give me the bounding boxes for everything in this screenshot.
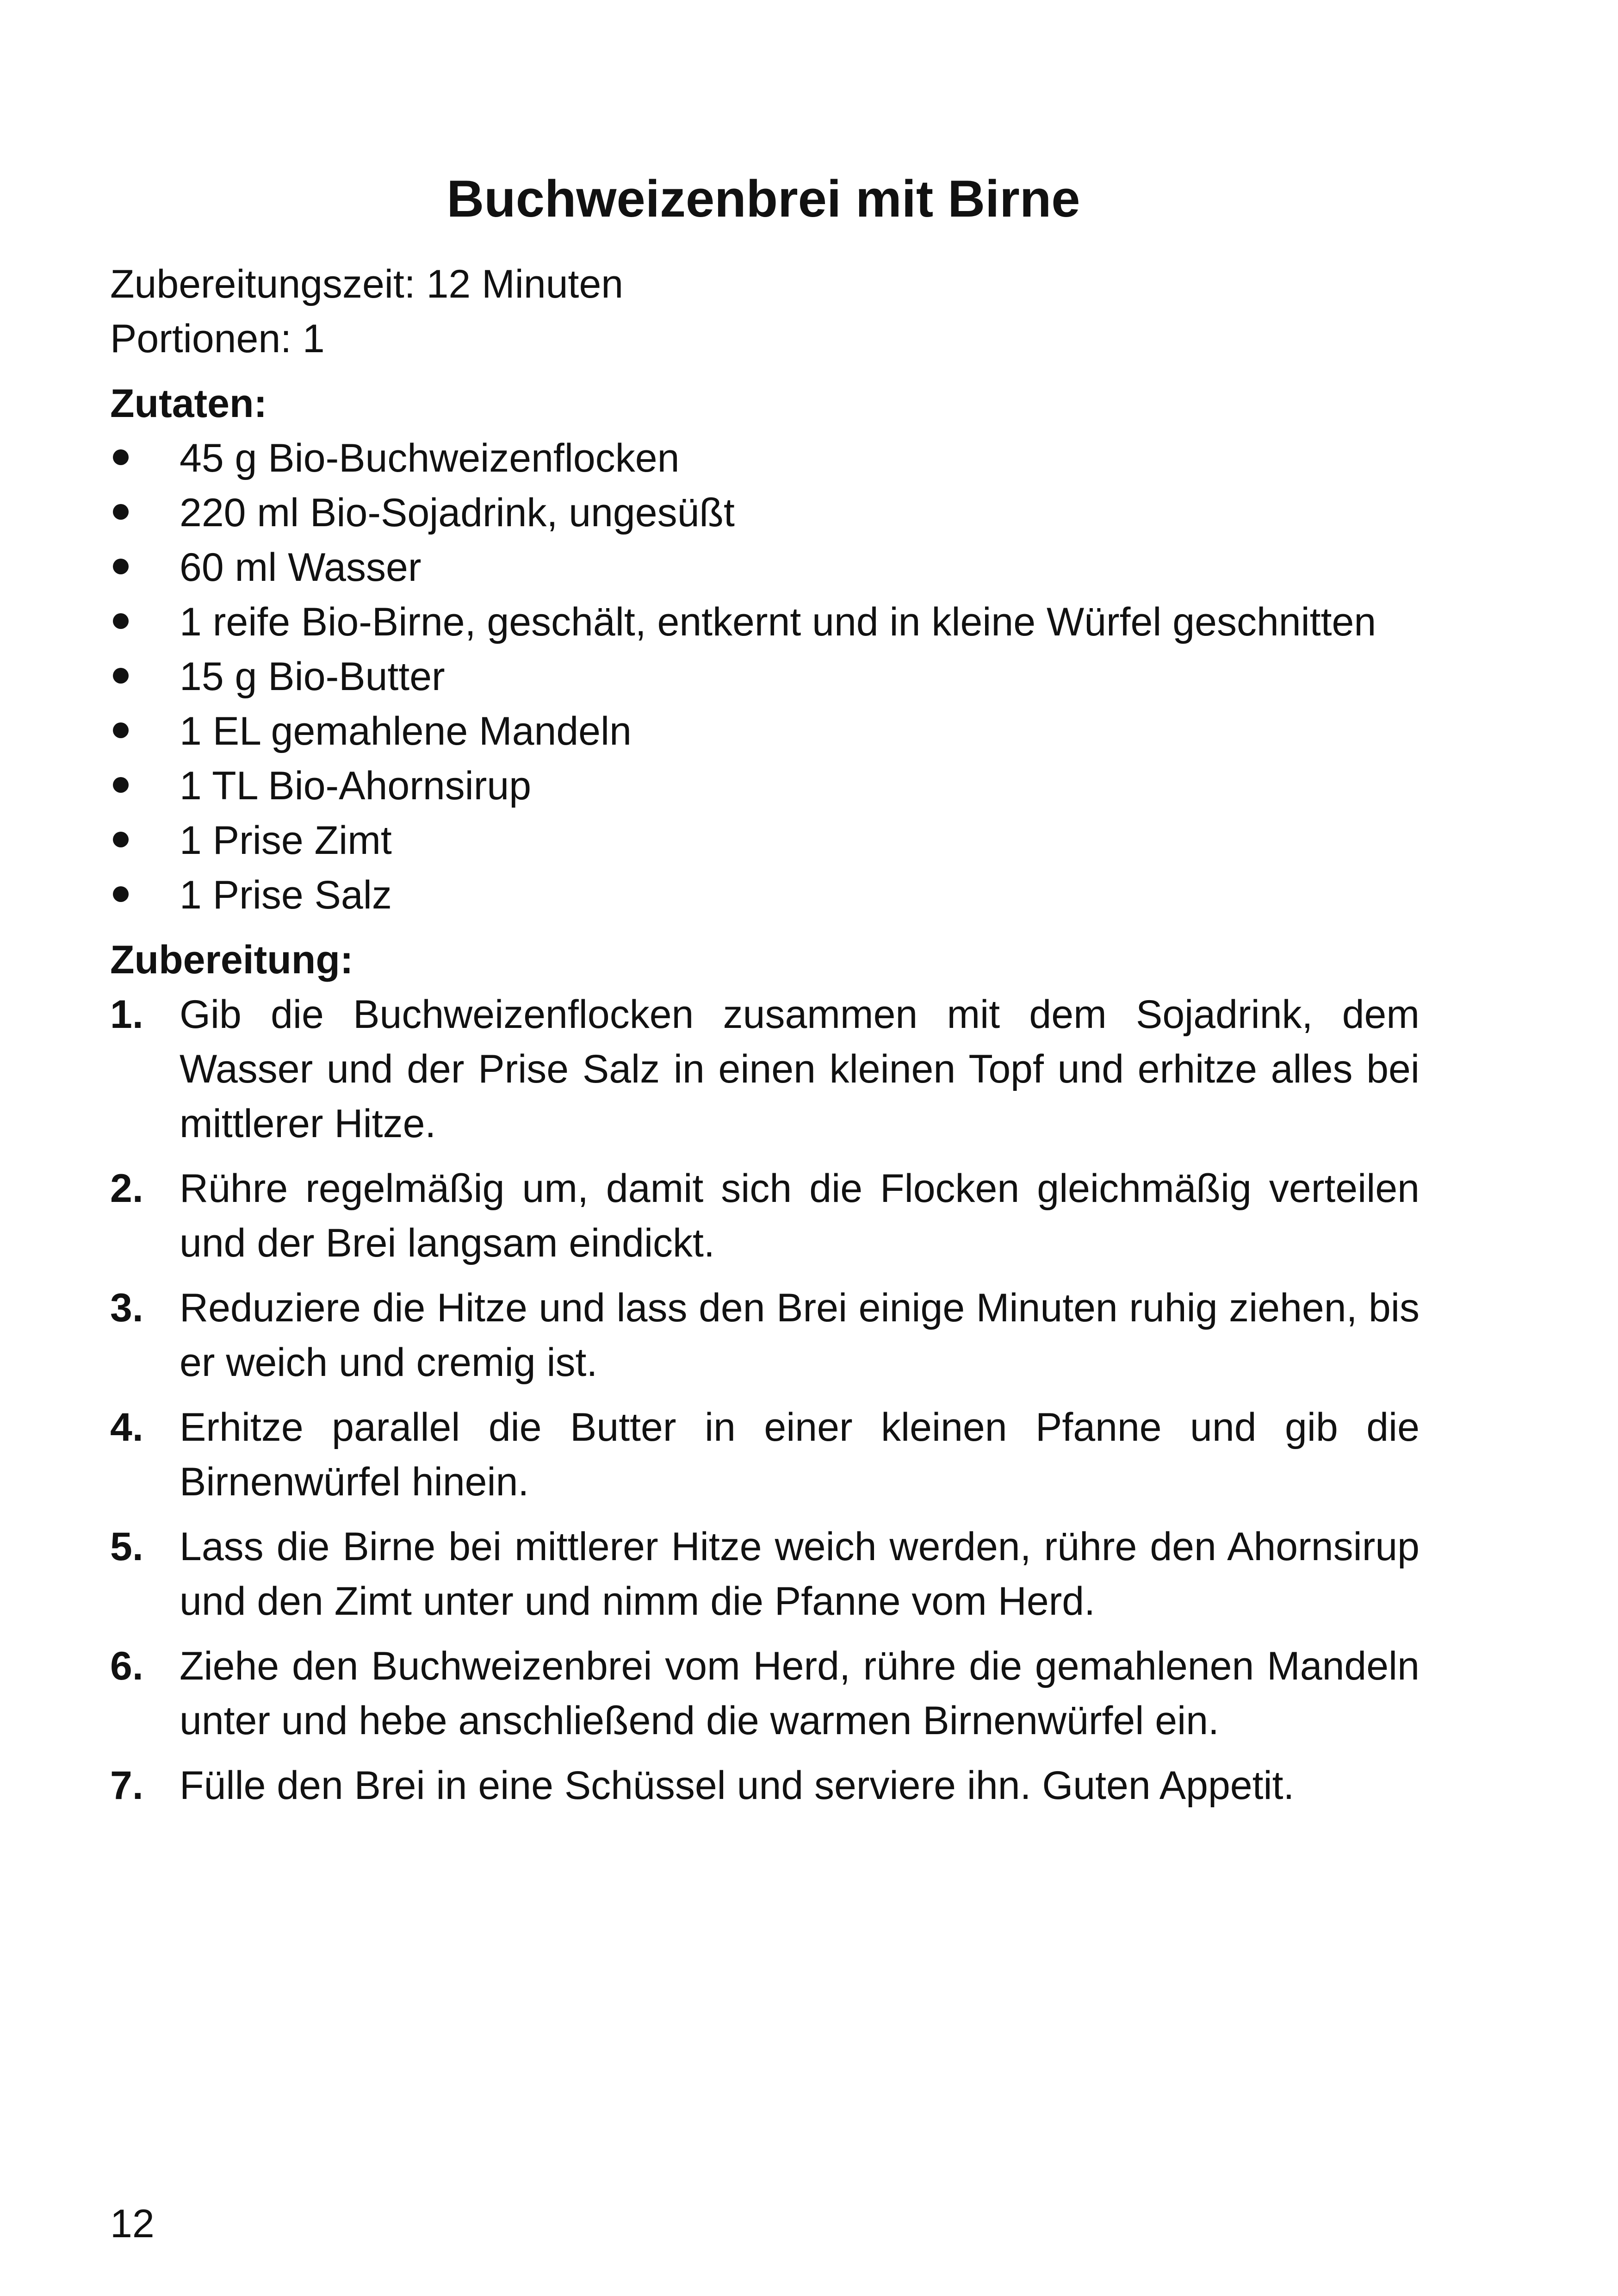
ingredient-item <box>110 704 1420 759</box>
steps-list <box>110 987 1420 1813</box>
step-number: 6. <box>110 1644 143 1688</box>
portions: Portionen: 1 <box>110 317 325 361</box>
step-number: 7. <box>110 1763 143 1808</box>
ingredient-item <box>110 595 1420 649</box>
step-item <box>110 1758 1420 1813</box>
step-number: 5. <box>110 1524 143 1569</box>
step-number: 4. <box>110 1405 143 1450</box>
ingredient-text: 220 ml Bio-Sojadrink, ungesüßt <box>180 491 735 535</box>
recipe-content <box>110 257 1420 1823</box>
ingredient-text: 1 TL Bio-Ahornsirup <box>180 764 532 808</box>
steps-heading: Zubereitung: <box>110 938 353 982</box>
ingredients-heading: Zutaten: <box>110 381 267 426</box>
bullet-icon <box>113 613 129 629</box>
recipe-title: Buchweizenbrei mit Birne <box>446 170 1080 228</box>
bullet-icon <box>113 832 129 847</box>
page-number: 12 <box>110 2202 155 2246</box>
ingredient-item <box>110 868 1420 922</box>
ingredient-text: 1 Prise Salz <box>180 873 392 917</box>
ingredient-item <box>110 485 1420 540</box>
step-item <box>110 1639 1420 1748</box>
step-text: Fülle den Brei in eine Schüssel und serviere ihn. Guten Appetit. <box>180 1763 1295 1808</box>
step-item <box>110 1400 1420 1509</box>
ingredient-text: 45 g Bio-Buchweizenflocken <box>180 436 680 480</box>
step-item <box>110 1281 1420 1390</box>
ingredient-item <box>110 649 1420 704</box>
prep-time: Zubereitungszeit: 12 Minuten <box>110 262 624 306</box>
ingredient-item <box>110 540 1420 595</box>
step-number: 2. <box>110 1166 143 1211</box>
bullet-icon <box>113 449 129 465</box>
bullet-icon <box>113 504 129 520</box>
ingredient-text: 15 g Bio-Butter <box>180 654 445 699</box>
step-text: Gib die Buchweizenflocken zusammen mit dem Sojadrink, dem Wasser und der Prise Salz in einen kleinen Topf und erhitze alles bei mittlerer Hitze. <box>180 992 1420 1146</box>
ingredients-list <box>110 431 1420 922</box>
ingredient-item <box>110 431 1420 485</box>
step-item <box>110 987 1420 1151</box>
step-number: 3. <box>110 1286 143 1330</box>
ingredient-text: 1 reife Bio-Birne, geschält, entkernt und in kleine Würfel geschnitten <box>180 600 1376 644</box>
ingredient-text: 60 ml Wasser <box>180 545 422 590</box>
step-item <box>110 1519 1420 1629</box>
step-text: Lass die Birne bei mittlerer Hitze weich werden, rühre den Ahornsirup und den Zimt unter und nimm die Pfanne vom Herd. <box>180 1524 1420 1624</box>
bullet-icon <box>113 886 129 902</box>
step-text: Rühre regelmäßig um, damit sich die Flocken gleichmäßig verteilen und der Brei langsam eindickt. <box>180 1166 1420 1265</box>
ingredient-text: 1 Prise Zimt <box>180 818 392 863</box>
bullet-icon <box>113 559 129 574</box>
step-text: Reduziere die Hitze und lass den Brei einige Minuten ruhig ziehen, bis er weich und cremig ist. <box>180 1286 1420 1385</box>
ingredient-item <box>110 813 1420 868</box>
step-number: 1. <box>110 992 143 1037</box>
step-item <box>110 1161 1420 1270</box>
ingredient-item <box>110 759 1420 813</box>
bullet-icon <box>113 777 129 793</box>
bullet-icon <box>113 722 129 738</box>
step-text: Erhitze parallel die Butter in einer kleinen Pfanne und gib die Birnenwürfel hinein. <box>180 1405 1420 1504</box>
bullet-icon <box>113 668 129 684</box>
step-text: Ziehe den Buchweizenbrei vom Herd, rühre die gemahlenen Mandeln unter und hebe anschließend die warmen Birnenwürfel ein. <box>180 1644 1420 1743</box>
ingredient-text: 1 EL gemahlene Mandeln <box>180 709 632 753</box>
